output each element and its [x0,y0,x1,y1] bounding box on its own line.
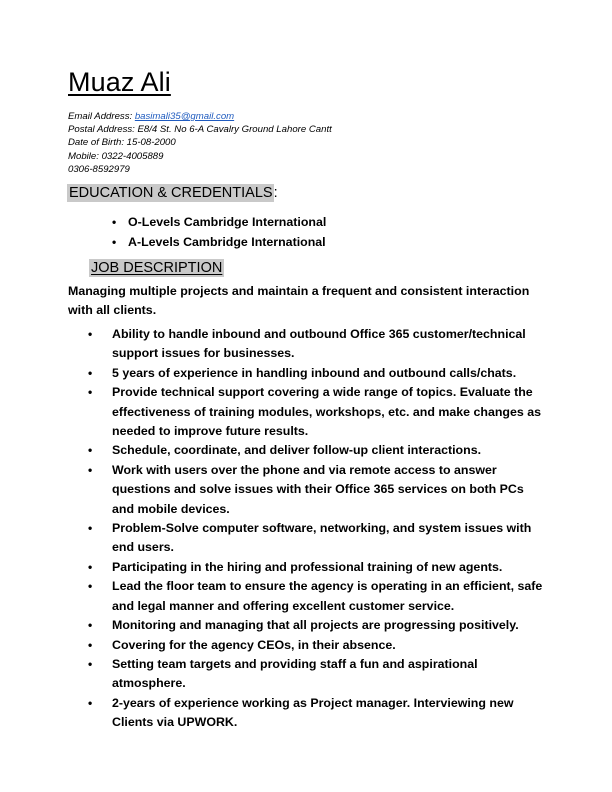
contact-email-line [68,110,538,123]
education-list [112,213,532,252]
list-item: • Schedule, coordinate, and deliver follow-up client interactions. [86,441,548,460]
job-description-intro: Managing multiple projects and maintain a frequent and consistent interaction with all clients. [68,284,530,318]
email-link[interactable]: basimali35@gmail.com [134,111,235,122]
list-item: • O-Levels Cambridge International [112,213,532,233]
list-item: • Lead the floor team to ensure the agency is operating in an efficient, safe and legal manner and offering excellent customer service. [86,577,548,616]
job-description-heading-text: JOB DESCRIPTION [91,260,223,276]
education-section-heading [67,184,278,202]
contact-details-block [68,110,538,176]
list-item: • A-Levels Cambridge International [112,233,532,253]
job-description-section-heading [89,259,224,277]
candidate-name-block [68,66,171,98]
list-item: • Work with users over the phone and via remote access to answer questions and solve issues with their Office 365 services on both PCs and mobile devices. [86,461,548,519]
list-item: • Participating in the hiring and professional training of new agents. [86,558,548,577]
list-item: • Monitoring and managing that all projects are progressing positively. [86,616,548,635]
mobile-line: Mobile: 0322-4005889 [68,150,164,162]
list-item: • 2-years of experience working as Project manager. Interviewing new Clients via UPWORK. [86,694,548,733]
mobile-alt-line: 0306-8592979 [68,163,130,175]
education-heading-colon: : [273,185,278,201]
page-title: Muaz Ali [68,67,171,97]
list-item: • 5 years of experience in handling inbound and outbound calls/chats. [86,364,548,383]
list-item: • Covering for the agency CEOs, in their absence. [86,636,548,655]
list-item: • Setting team targets and providing staff a fun and aspirational atmosphere. [86,655,548,694]
email-label: Email Address: [68,111,135,122]
postal-address-line: Postal Address: E8/4 St. No 6-A Cavalry Ground Lahore Cantt [68,124,332,136]
education-heading-text: EDUCATION & CREDENTIALS [69,185,273,201]
date-of-birth-line: Date of Birth: 15-08-2000 [68,137,176,149]
job-description-list [86,325,548,733]
list-item: • Provide technical support covering a wide range of topics. Evaluate the effectiveness of training modules, workshops, etc. and make changes as needed to improve future results. [86,383,548,441]
list-item: • Problem-Solve computer software, networking, and system issues with end users. [86,519,548,558]
list-item: • Ability to handle inbound and outbound Office 365 customer/technical support issues for businesses. [86,325,548,364]
